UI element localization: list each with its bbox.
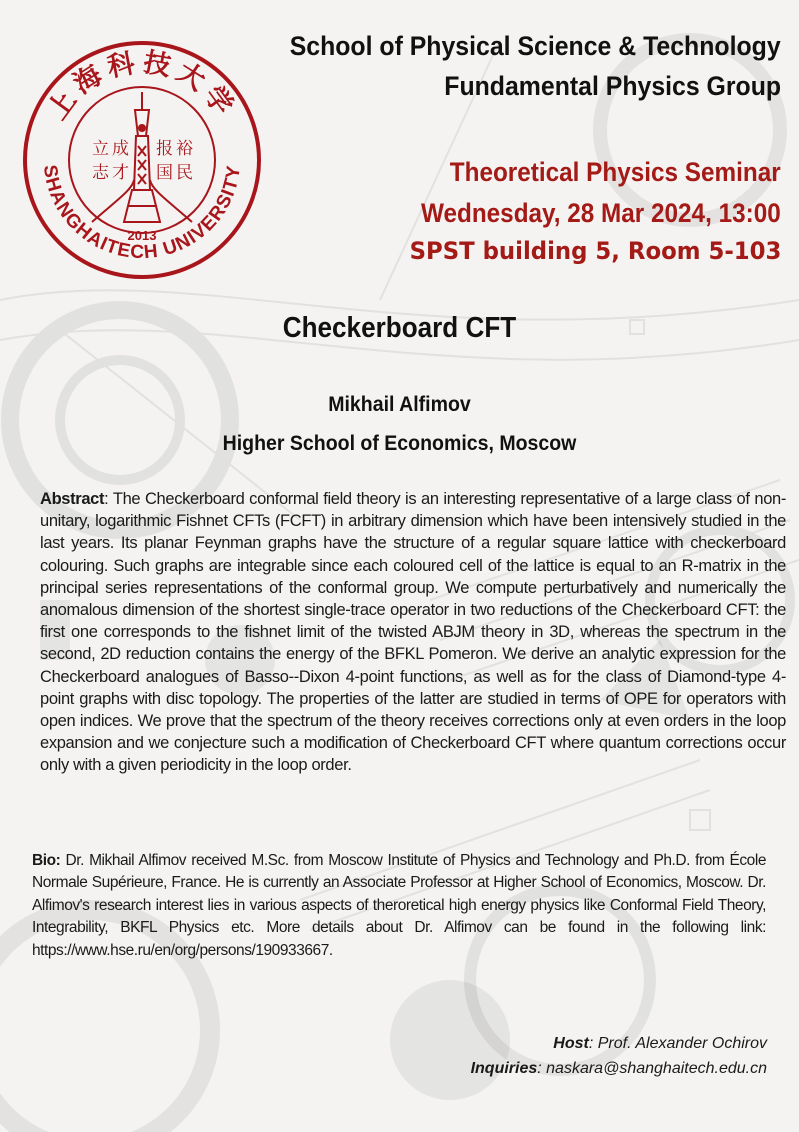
seminar-series: Theoretical Physics Seminar <box>450 157 781 187</box>
school-name: School of Physical Science & Technology <box>290 31 781 61</box>
shanghaitech-seal-logo <box>22 40 262 280</box>
speaker-name: Mikhail Alfimov <box>328 393 471 416</box>
inquiries-line <box>471 1056 767 1082</box>
svg-text:SHANGHAITECH UNIVERSITY: SHANGHAITECH UNIVERSITY <box>38 163 246 264</box>
host-line <box>553 1031 767 1057</box>
host-value: : Prof. Alexander Ochirov <box>588 1035 767 1052</box>
svg-text:2013: 2013 <box>127 228 157 243</box>
abstract-text: : The Checkerboard conformal field theory is an interesting representative of a large class of non-unitary, logarithmic Fishnet CFTs (FCFT) in arbitrary dimension which have been intensively studied in the last years. Its planar Feynman graphs have the structure of a regular square lattice with checkerboard colouring. Such graphs are integrable since each coloured cell of the lattice is equal to an R-matrix in the principal series representations of the conformal group. We compute perturbatively and numerically the anomalous dimension of the shortest single-trace operator in two reductions of the Checkerboard CFT: the first one corresponds to the fishnet limit of the twisted ABJM theory in 3D, whereas the spectrum in the second, 2D reduction contains the energy of the BFKL Pomeron. We derive an analytic expression for the Checkerboard analogues of Basso--Dixon 4-point functions, as well as for the class of Diamond-type 4-point graphs with disc topology. The properties of the latter are studied in terms of OPE for operators with open indices. We prove that the spectrum of the theory receives corrections only at even orders in the loop expansion and we conjecture such a modification of Checkerboard CFT where quantum corrections occur only with a given periodicity in the loop order. <box>40 490 786 775</box>
seminar-datetime: Wednesday, 28 Mar 2024, 13:00 <box>421 198 781 228</box>
svg-text:志: 志 <box>92 163 109 183</box>
svg-text:上海科技大学: 上海科技大学 <box>41 46 243 126</box>
inquiries-label: Inquiries <box>470 1060 538 1077</box>
svg-text:报: 报 <box>156 139 173 159</box>
svg-text:成: 成 <box>112 139 129 159</box>
svg-text:国: 国 <box>156 163 173 183</box>
svg-text:民: 民 <box>176 163 193 183</box>
speaker-affiliation: Higher School of Economics, Moscow <box>222 432 577 455</box>
seminar-venue: SPST building 5, Room 5-103 <box>409 237 781 265</box>
svg-text:立: 立 <box>92 139 109 159</box>
group-name: Fundamental Physics Group <box>444 71 781 101</box>
bio-label: Bio: <box>32 852 61 869</box>
inquiries-email: : naskara@shanghaitech.edu.cn <box>537 1060 767 1077</box>
svg-text:才: 才 <box>112 163 129 183</box>
host-label: Host <box>553 1035 589 1052</box>
svg-text:裕: 裕 <box>176 139 193 159</box>
bio-section <box>32 850 766 962</box>
bio-text: Dr. Mikhail Alfimov received M.Sc. from Moscow Institute of Physics and Technology and Ph.D. from École Normale Supérieure, France. He is currently an Associate Professor at Higher School of Economics, Moscow. Dr. Alfimov's research interest lies in various aspects of theroretical high energy physics like Conformal Field Theory, Integrability, BKFL Physics etc. More details about Dr. Alfimov can be found in the following link: https://www.hse.ru/en/org/persons/190933667. <box>32 852 766 959</box>
abstract-label: Abstract <box>40 490 105 508</box>
talk-title: Checkerboard CFT <box>282 312 517 344</box>
abstract-section <box>40 488 786 777</box>
